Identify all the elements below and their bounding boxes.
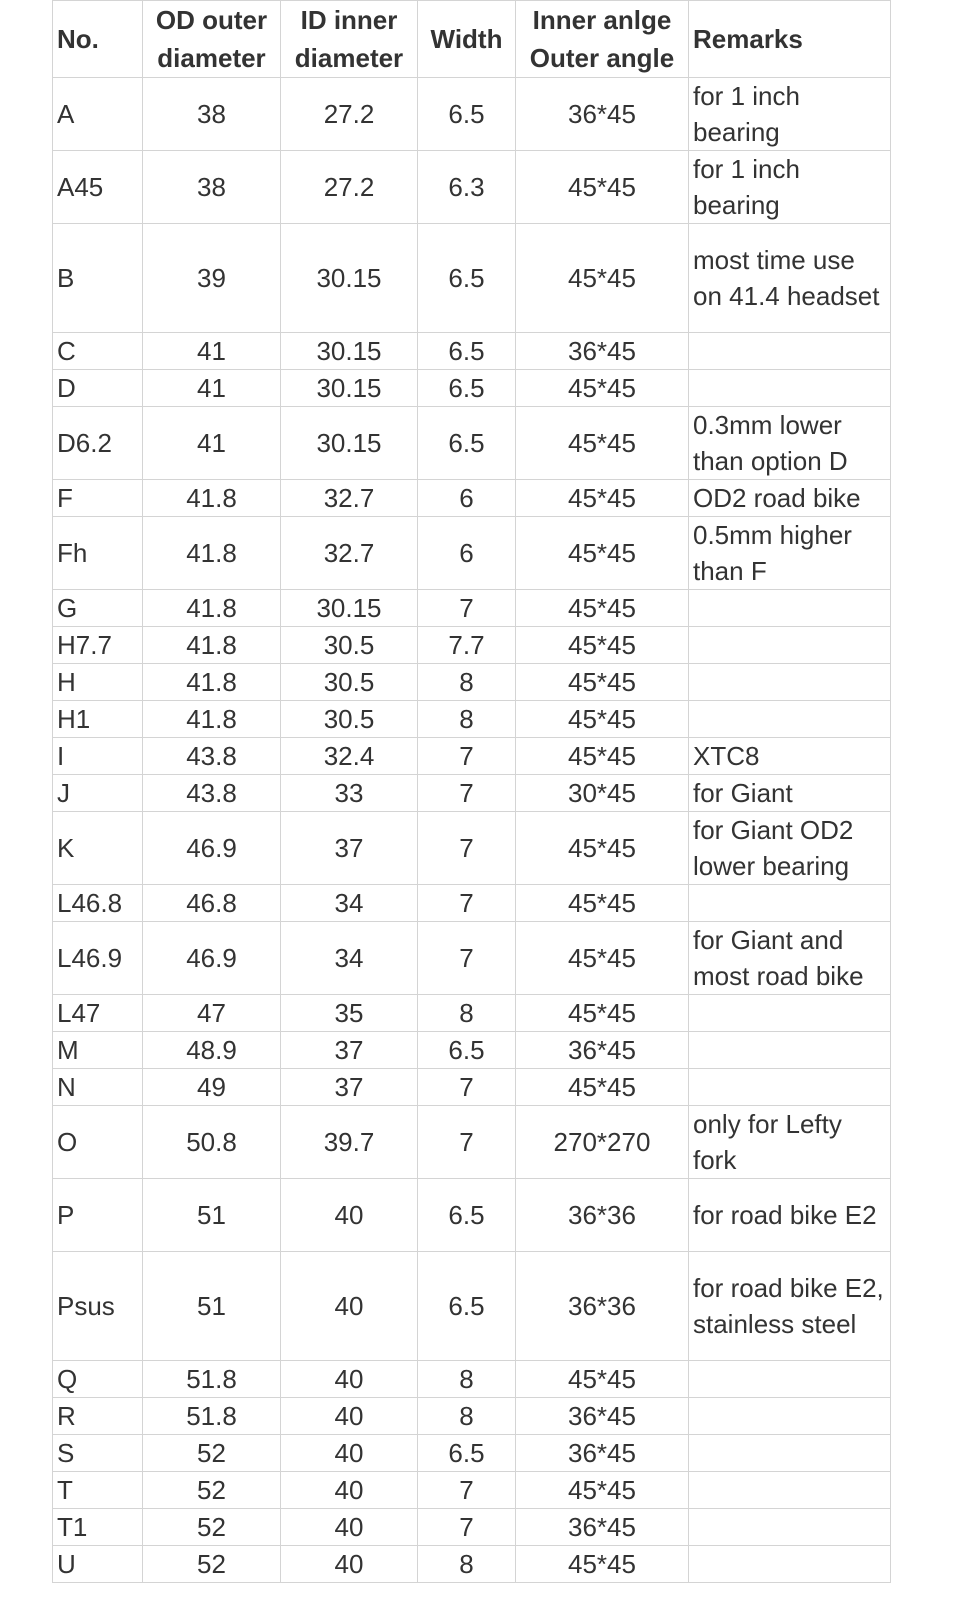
cell-remarks <box>689 1546 891 1583</box>
cell-od: 46.9 <box>143 922 281 995</box>
cell-angle: 36*45 <box>516 333 689 370</box>
cell-remarks <box>689 333 891 370</box>
cell-angle: 36*45 <box>516 1435 689 1472</box>
cell-id: 32.4 <box>281 738 418 775</box>
cell-angle: 45*45 <box>516 517 689 590</box>
cell-angle: 45*45 <box>516 738 689 775</box>
cell-width: 7 <box>418 738 516 775</box>
cell-width: 7 <box>418 590 516 627</box>
table-row <box>53 224 891 333</box>
cell-angle: 45*45 <box>516 480 689 517</box>
table-row <box>53 1032 891 1069</box>
cell-od: 41.8 <box>143 627 281 664</box>
headset-bearing-spec-table <box>52 0 891 1583</box>
cell-id: 30.5 <box>281 627 418 664</box>
cell-angle: 45*45 <box>516 151 689 224</box>
cell-no: H1 <box>53 701 143 738</box>
cell-id: 35 <box>281 995 418 1032</box>
cell-id: 30.5 <box>281 664 418 701</box>
cell-width: 7 <box>418 922 516 995</box>
cell-no: A45 <box>53 151 143 224</box>
cell-width: 6.5 <box>418 333 516 370</box>
cell-width: 6.5 <box>418 407 516 480</box>
cell-width: 6.5 <box>418 224 516 333</box>
cell-angle: 45*45 <box>516 995 689 1032</box>
table-row <box>53 812 891 885</box>
cell-od: 48.9 <box>143 1032 281 1069</box>
cell-remarks: for 1 inch bearing <box>689 151 891 224</box>
cell-angle: 45*45 <box>516 1069 689 1106</box>
cell-od: 41.8 <box>143 701 281 738</box>
cell-remarks <box>689 627 891 664</box>
cell-id: 30.15 <box>281 370 418 407</box>
cell-id: 30.15 <box>281 590 418 627</box>
cell-id: 27.2 <box>281 151 418 224</box>
cell-remarks: XTC8 <box>689 738 891 775</box>
cell-angle: 36*45 <box>516 78 689 151</box>
cell-id: 30.15 <box>281 224 418 333</box>
cell-width: 8 <box>418 664 516 701</box>
table-row <box>53 1179 891 1252</box>
cell-id: 40 <box>281 1435 418 1472</box>
cell-no: H7.7 <box>53 627 143 664</box>
cell-id: 34 <box>281 885 418 922</box>
table-row <box>53 1398 891 1435</box>
cell-remarks: OD2 road bike <box>689 480 891 517</box>
cell-width: 8 <box>418 995 516 1032</box>
cell-id: 30.15 <box>281 407 418 480</box>
table-row <box>53 738 891 775</box>
cell-width: 7 <box>418 885 516 922</box>
cell-od: 41 <box>143 333 281 370</box>
cell-no: C <box>53 333 143 370</box>
cell-remarks: for Giant <box>689 775 891 812</box>
cell-width: 7 <box>418 1106 516 1179</box>
cell-id: 37 <box>281 1069 418 1106</box>
table-row <box>53 78 891 151</box>
cell-width: 6.5 <box>418 1252 516 1361</box>
table-row <box>53 370 891 407</box>
cell-remarks: for Giant and most road bike <box>689 922 891 995</box>
table-row <box>53 590 891 627</box>
cell-width: 8 <box>418 1361 516 1398</box>
cell-remarks <box>689 995 891 1032</box>
table-body <box>53 78 891 1583</box>
cell-id: 37 <box>281 812 418 885</box>
cell-id: 33 <box>281 775 418 812</box>
cell-remarks <box>689 1398 891 1435</box>
cell-od: 43.8 <box>143 738 281 775</box>
table-row <box>53 480 891 517</box>
cell-width: 7.7 <box>418 627 516 664</box>
cell-od: 51.8 <box>143 1398 281 1435</box>
table-row <box>53 1069 891 1106</box>
cell-no: P <box>53 1179 143 1252</box>
cell-remarks <box>689 1032 891 1069</box>
cell-no: G <box>53 590 143 627</box>
table-row <box>53 407 891 480</box>
header-angle: Inner anlge Outer angle <box>516 1 689 78</box>
cell-no: T1 <box>53 1509 143 1546</box>
cell-width: 6.5 <box>418 78 516 151</box>
cell-od: 43.8 <box>143 775 281 812</box>
cell-id: 34 <box>281 922 418 995</box>
cell-width: 7 <box>418 1069 516 1106</box>
cell-width: 6.5 <box>418 1435 516 1472</box>
cell-angle: 45*45 <box>516 701 689 738</box>
cell-remarks: only for Lefty fork <box>689 1106 891 1179</box>
cell-od: 51 <box>143 1252 281 1361</box>
cell-angle: 45*45 <box>516 1472 689 1509</box>
cell-no: Fh <box>53 517 143 590</box>
cell-no: S <box>53 1435 143 1472</box>
cell-id: 37 <box>281 1032 418 1069</box>
table-row <box>53 1252 891 1361</box>
cell-od: 39 <box>143 224 281 333</box>
cell-no: D6.2 <box>53 407 143 480</box>
cell-od: 47 <box>143 995 281 1032</box>
cell-no: B <box>53 224 143 333</box>
table-header <box>53 1 891 78</box>
cell-id: 32.7 <box>281 480 418 517</box>
cell-id: 40 <box>281 1509 418 1546</box>
cell-no: J <box>53 775 143 812</box>
cell-no: O <box>53 1106 143 1179</box>
cell-id: 40 <box>281 1361 418 1398</box>
cell-remarks <box>689 590 891 627</box>
cell-od: 52 <box>143 1509 281 1546</box>
cell-angle: 45*45 <box>516 664 689 701</box>
cell-od: 46.8 <box>143 885 281 922</box>
cell-remarks <box>689 701 891 738</box>
cell-id: 30.5 <box>281 701 418 738</box>
cell-od: 51.8 <box>143 1361 281 1398</box>
table-row <box>53 885 891 922</box>
cell-no: K <box>53 812 143 885</box>
table-row <box>53 1509 891 1546</box>
cell-remarks <box>689 370 891 407</box>
cell-id: 32.7 <box>281 517 418 590</box>
table-row <box>53 333 891 370</box>
cell-width: 7 <box>418 1472 516 1509</box>
cell-remarks <box>689 885 891 922</box>
cell-no: Psus <box>53 1252 143 1361</box>
cell-no: D <box>53 370 143 407</box>
cell-angle: 270*270 <box>516 1106 689 1179</box>
table-row <box>53 995 891 1032</box>
table-row <box>53 517 891 590</box>
table-row <box>53 1361 891 1398</box>
cell-angle: 36*45 <box>516 1398 689 1435</box>
cell-od: 41.8 <box>143 664 281 701</box>
cell-angle: 45*45 <box>516 224 689 333</box>
cell-od: 52 <box>143 1472 281 1509</box>
cell-width: 6.5 <box>418 1179 516 1252</box>
cell-angle: 30*45 <box>516 775 689 812</box>
cell-no: I <box>53 738 143 775</box>
table-row <box>53 664 891 701</box>
cell-remarks: for road bike E2, stainless steel <box>689 1252 891 1361</box>
cell-od: 41.8 <box>143 480 281 517</box>
table-row <box>53 1546 891 1583</box>
cell-id: 27.2 <box>281 78 418 151</box>
cell-id: 39.7 <box>281 1106 418 1179</box>
cell-angle: 36*45 <box>516 1032 689 1069</box>
cell-no: H <box>53 664 143 701</box>
cell-angle: 45*45 <box>516 627 689 664</box>
cell-od: 38 <box>143 151 281 224</box>
cell-no: T <box>53 1472 143 1509</box>
table-row <box>53 627 891 664</box>
table-row <box>53 1106 891 1179</box>
cell-width: 6.3 <box>418 151 516 224</box>
cell-remarks: for Giant OD2 lower bearing <box>689 812 891 885</box>
cell-remarks: for road bike E2 <box>689 1179 891 1252</box>
table-row <box>53 922 891 995</box>
cell-id: 40 <box>281 1546 418 1583</box>
cell-od: 52 <box>143 1435 281 1472</box>
cell-angle: 36*45 <box>516 1509 689 1546</box>
cell-no: M <box>53 1032 143 1069</box>
header-remarks: Remarks <box>689 1 891 78</box>
cell-width: 6.5 <box>418 1032 516 1069</box>
cell-remarks <box>689 1435 891 1472</box>
cell-no: A <box>53 78 143 151</box>
cell-width: 6.5 <box>418 370 516 407</box>
cell-no: L47 <box>53 995 143 1032</box>
cell-no: L46.8 <box>53 885 143 922</box>
cell-remarks: for 1 inch bearing <box>689 78 891 151</box>
cell-od: 52 <box>143 1546 281 1583</box>
table-row <box>53 701 891 738</box>
cell-no: U <box>53 1546 143 1583</box>
cell-angle: 45*45 <box>516 1546 689 1583</box>
cell-remarks: 0.5mm higher than F <box>689 517 891 590</box>
table-row <box>53 1435 891 1472</box>
cell-no: F <box>53 480 143 517</box>
cell-no: N <box>53 1069 143 1106</box>
cell-no: R <box>53 1398 143 1435</box>
cell-angle: 45*45 <box>516 812 689 885</box>
cell-width: 7 <box>418 1509 516 1546</box>
cell-no: L46.9 <box>53 922 143 995</box>
header-no: No. <box>53 1 143 78</box>
cell-od: 41.8 <box>143 517 281 590</box>
header-od: OD outer diameter <box>143 1 281 78</box>
cell-od: 51 <box>143 1179 281 1252</box>
cell-id: 40 <box>281 1252 418 1361</box>
cell-angle: 36*36 <box>516 1252 689 1361</box>
cell-angle: 45*45 <box>516 1361 689 1398</box>
cell-remarks <box>689 664 891 701</box>
cell-remarks: 0.3mm lower than option D <box>689 407 891 480</box>
cell-od: 41 <box>143 407 281 480</box>
cell-width: 6 <box>418 480 516 517</box>
cell-od: 50.8 <box>143 1106 281 1179</box>
cell-id: 40 <box>281 1179 418 1252</box>
cell-angle: 36*36 <box>516 1179 689 1252</box>
cell-angle: 45*45 <box>516 407 689 480</box>
cell-od: 49 <box>143 1069 281 1106</box>
cell-angle: 45*45 <box>516 370 689 407</box>
cell-width: 8 <box>418 1398 516 1435</box>
cell-remarks <box>689 1509 891 1546</box>
header-id: ID inner diameter <box>281 1 418 78</box>
cell-od: 46.9 <box>143 812 281 885</box>
table-row <box>53 1472 891 1509</box>
cell-od: 41 <box>143 370 281 407</box>
cell-width: 7 <box>418 775 516 812</box>
cell-od: 41.8 <box>143 590 281 627</box>
table-row <box>53 151 891 224</box>
cell-width: 6 <box>418 517 516 590</box>
table-row <box>53 775 891 812</box>
cell-no: Q <box>53 1361 143 1398</box>
cell-id: 30.15 <box>281 333 418 370</box>
cell-width: 7 <box>418 812 516 885</box>
cell-remarks <box>689 1361 891 1398</box>
cell-remarks <box>689 1069 891 1106</box>
cell-width: 8 <box>418 701 516 738</box>
cell-remarks <box>689 1472 891 1509</box>
cell-od: 38 <box>143 78 281 151</box>
cell-remarks: most time use on 41.4 headset <box>689 224 891 333</box>
header-width: Width <box>418 1 516 78</box>
cell-width: 8 <box>418 1546 516 1583</box>
cell-id: 40 <box>281 1398 418 1435</box>
cell-id: 40 <box>281 1472 418 1509</box>
cell-angle: 45*45 <box>516 885 689 922</box>
cell-angle: 45*45 <box>516 922 689 995</box>
cell-angle: 45*45 <box>516 590 689 627</box>
